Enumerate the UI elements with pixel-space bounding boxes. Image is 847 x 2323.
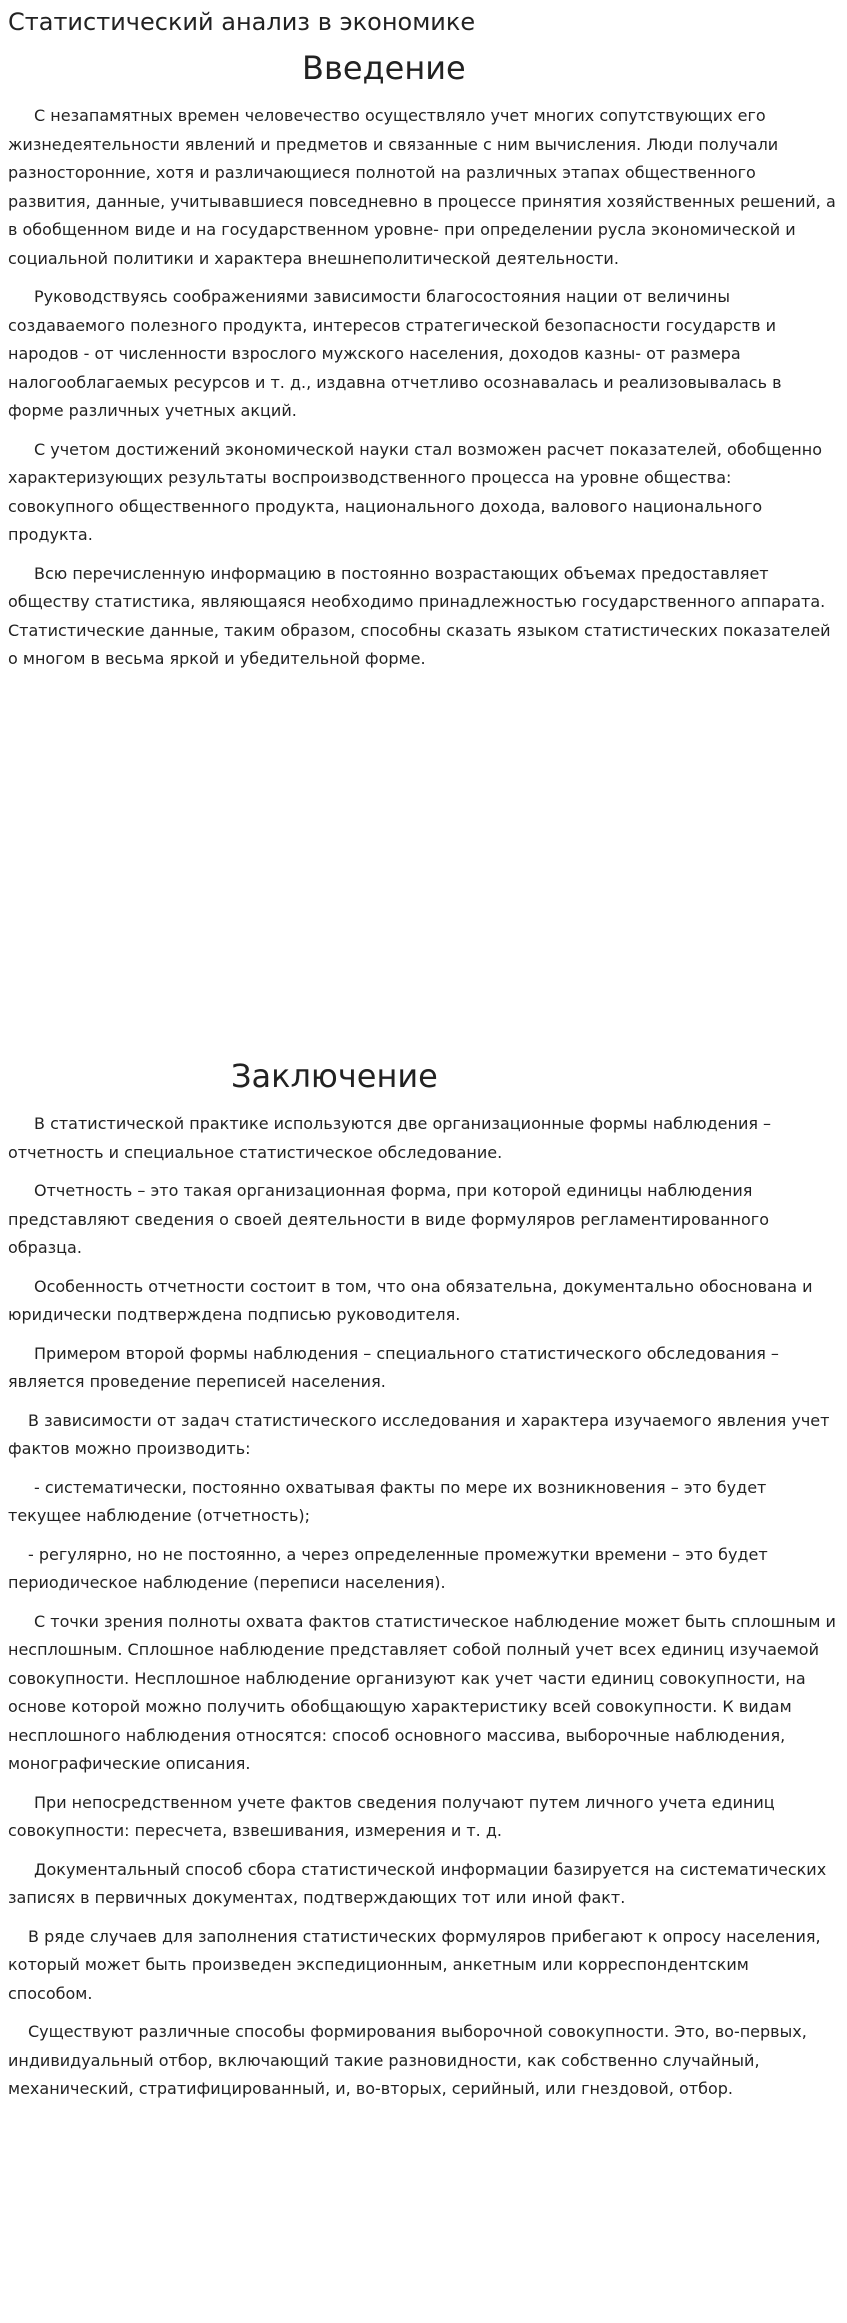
intro-paragraph-1: С незапамятных времен человечество осуществляло учет многих сопутствующих его жизнедеятельности явлений и предметов и связанные с ним вычисления. Люди получали разносторонние, хотя и различающиеся полнотой на различных этапах общественного развития, данные, учитывавшиеся повседневно в процессе принятия хозяйственных решений, а в обобщенном виде и на государственном уровне- при определении русла экономической и социальной политики и характера внешнеполитической деятельности.	[8, 106, 836, 268]
intro-paragraph-2: Руководствуясь соображениями зависимости благосостояния нации от величины создаваемого полезного продукта, интересов стратегической безопасности государств и народов - от численности взрослого мужского населения, доходов казны- от размера налогооблагаемых ресурсов и т. д., издавна отчетливо осознавалась и реализовывалась в форме различных учетных акций.	[8, 287, 782, 420]
conclusion-paragraph-8: Документальный способ сбора статистической информации базируется на систематических записях в первичных документах, подтверждающих тот или иной факт.	[8, 1859, 827, 1907]
intro-paragraph-3: С учетом достижений экономической науки стал возможен расчет показателей, обобщенно характеризующих результаты воспроизводственного процесса на уровне общества: совокупного общественного продукта, национального дохода, валового национального продукта.	[8, 439, 822, 544]
conclusion-paragraph-5: В зависимости от задач статистического исследования и характера изучаемого явления учет фактов можно производить:	[8, 1410, 830, 1458]
conclusion-paragraph-6: С точки зрения полноты охвата фактов статистическое наблюдение может быть сплошным и несплошным. Сплошное наблюдение представляет собой полный учет всех единиц изучаемой совокупности. Несплошное наблюдение организуют как учет части единиц совокупности, на основе которой можно получить обобщающую характеристику всей совокупности. К видам несплошного наблюдения относятся: способ основного массива, выборочные наблюдения, монографические описания.	[8, 1611, 836, 1773]
intro-section	[8, 102, 838, 684]
intro-paragraph-4: Всю перечисленную информацию в постоянно возрастающих объемах предоставляет обществу статистика, являющаяся необходимо принадлежностью государственного аппарата. Статистические данные, таким образом, способны сказать языком статистических показателей о многом в весьма яркой и убедительной форме.	[8, 563, 831, 668]
document-title: Статистический анализ в экономике	[8, 8, 476, 36]
conclusion-paragraph-2: Отчетность – это такая организационная форма, при которой единицы наблюдения представляют сведения о своей деятельности в виде формуляров регламентированного образца.	[8, 1181, 769, 1257]
conclusion-paragraph-3: Особенность отчетности состоит в том, что она обязательна, документально обоснована и юридически подтверждена подписью руководителя.	[8, 1276, 813, 1324]
conclusion-paragraph-9: В ряде случаев для заполнения статистических формуляров прибегают к опросу населения, который может быть произведен экспедиционным, анкетным или корреспондентским способом.	[8, 1926, 821, 2003]
conclusion-list-item-1: - систематически, постоянно охватывая факты по мере их возникновения – это будет текущее наблюдение (отчетность);	[8, 1477, 767, 1525]
conclusion-heading: Заключение	[231, 1057, 438, 1095]
conclusion-list-item-2: - регулярно, но не постоянно, а через определенные промежутки времени – это будет периодическое наблюдение (переписи населения).	[8, 1544, 768, 1592]
conclusion-section	[8, 1110, 838, 2114]
intro-heading: Введение	[302, 49, 466, 87]
conclusion-paragraph-4: Примером второй формы наблюдения – специального статистического обследования – является проведение переписей населения.	[8, 1343, 779, 1391]
conclusion-paragraph-1: В статистической практике используются две организационные формы наблюдения – отчетность и специальное статистическое обследование.	[8, 1114, 772, 1162]
conclusion-paragraph-10: Существуют различные способы формирования выборочной совокупности. Это, во-первых, индивидуальный отбор, включающий такие разновидности, как собственно случайный, механический, стратифицированный, и, во-вторых, серийный, или гнездовой, отбор.	[8, 2022, 807, 2098]
conclusion-paragraph-7: При непосредственном учете фактов сведения получают путем личного учета единиц совокупности: пересчета, взвешивания, измерения и т. д.	[8, 1792, 775, 1840]
